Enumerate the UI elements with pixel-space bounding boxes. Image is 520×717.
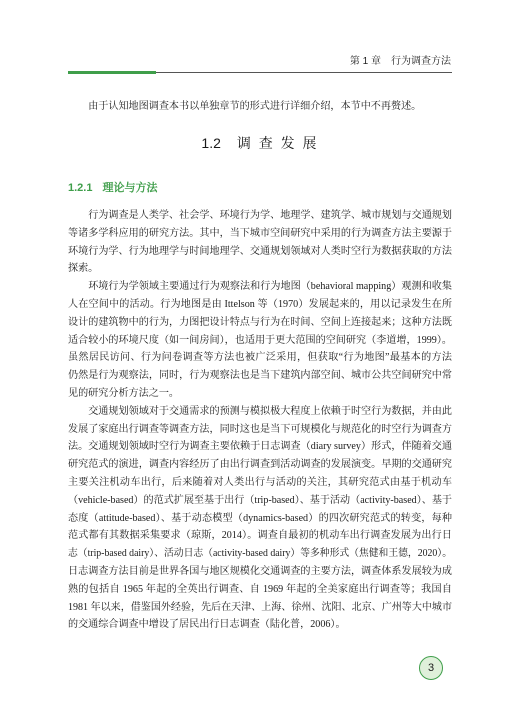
text-line-content: 范式都有其数据采集要求（琼斯，2014）。调查自最初的机动车出行调查发展为出行日 (68, 530, 452, 542)
text-line-content: 仍然是行为观察法，同时，行为观察法也是当下建筑内部空间、城市公共空间研究中常 (68, 370, 452, 382)
text-line (68, 260, 452, 278)
text-line-content: 见的研究分析方法之一。 (68, 387, 180, 399)
text-line (68, 492, 452, 510)
text-line (68, 207, 452, 225)
header-accent-bar (68, 71, 156, 74)
body-text (68, 207, 452, 634)
text-line-content: 环境行为学、行为地理学与时间地理学、交通规划领域对人类时空行为数据获取的方法 (68, 245, 452, 257)
text-line-content: 人在空间中的活动。行为地图是由 Ittelson 等（1970）发展起来的，用以记录发生在所 (68, 298, 452, 310)
page-number: 3 (419, 656, 443, 680)
chapter-title: 行为调查方法 (391, 56, 451, 67)
text-line-content: 法。交通规划领域时空行为调查主要依赖于日志调查（diary survey）形式，伴随着交通 (68, 441, 452, 453)
section-title: 调 查 发 展 (236, 135, 319, 151)
subsection-number: 1.2.1 (68, 182, 93, 194)
text-line (68, 278, 452, 296)
subsection-title: 理论与方法 (102, 182, 158, 194)
paragraph (68, 403, 452, 634)
running-header (350, 55, 451, 69)
text-line-content: 虽然居民访问、行为问卷调查等方法也被广泛采用，但获取“行为地图”最基本的方法 (68, 352, 452, 364)
text-line-content: 适合较小的环境尺度（如一间房间），也适用于更大范围的空间研究（李道增，1999）。 (68, 334, 452, 346)
chapter-label: 第 1 章 (349, 56, 381, 67)
text-line (68, 438, 452, 456)
paragraph (68, 278, 452, 403)
text-line (68, 474, 452, 492)
text-line-content: 行为调查是人类学、社会学、环境行为学、地理学、建筑学、城市规划与交通规划 (88, 210, 452, 221)
text-line (68, 314, 452, 332)
text-line-content: 志（trip-based dairy）、活动日志（activity-based dairy）等多种形式（焦健和王德，2020）。 (68, 548, 452, 560)
text-line-content: 环境行为学领域主要通过行为观察法和行为地图（behavioral mapping）观测和收集 (88, 281, 452, 293)
subsection-heading (68, 181, 157, 196)
text-line-content: 熟的包括自 1965 年起的全英出行调查、自 1969 年起的全美家庭出行调查等；我国自 (68, 583, 452, 595)
text-line-content: 主要关注机动车出行，后来随着对人类出行与活动的关注，其研究范式由基于机动车 (68, 476, 452, 488)
text-line (68, 349, 452, 367)
text-line-content: 发展了家庭出行调查等调查方法，同时这也是当下可规模化与规范化的时空行为调查方 (68, 423, 452, 435)
text-line (68, 225, 452, 243)
text-line-content: （vehicle-based）的范式扩展至基于出行（trip-based）、基于活动（activity-based）、基于 (68, 494, 452, 506)
section-number: 1.2 (201, 135, 221, 151)
text-line-content: 1981 年以来，借鉴国外经验，先后在天津、上海、徐州、沈阳、北京、广州等大中城市 (68, 601, 452, 613)
text-line-content: 设计的建筑物中的行为，力图把设计特点与行为在时间、空间上连接起来；这种方法既 (68, 316, 452, 328)
text-line (68, 296, 452, 314)
text-line-content: 研究范式的演进，调查内容经历了由出行调查到活动调查的发展演变。早期的交通研究 (68, 459, 452, 471)
text-line (68, 616, 452, 634)
text-line-content: 等诸多学科应用的研究方法。其中，当下城市空间研究中采用的行为调查方法主要源于 (68, 227, 452, 239)
text-line (68, 332, 452, 350)
text-line-content: 交通规划领域对于交通需求的预测与模拟极大程度上依赖于时空行为数据，并由此 (88, 405, 452, 417)
text-line (68, 545, 452, 563)
text-line (68, 421, 452, 439)
text-line (68, 527, 452, 545)
intro-line: 由于认知地图调查本书以单独章节的形式进行详细介绍，本节中不再赘述。 (88, 101, 422, 112)
text-line-content: 日志调查方法目前是世界各国与地区规模化交通调查的主要方法，调查体系发展较为成 (68, 565, 452, 577)
section-heading (68, 133, 452, 153)
text-line (68, 599, 452, 617)
text-line-content: 探索。 (68, 263, 99, 275)
text-line (68, 367, 452, 385)
text-line (68, 403, 452, 421)
text-line (68, 385, 452, 403)
paragraph (68, 207, 452, 278)
text-line (68, 581, 452, 599)
text-line (68, 456, 452, 474)
text-line-content: 的交通综合调查中增设了居民出行日志调查（陆化普，2006）。 (68, 619, 346, 631)
text-line-content: 态度（attitude-based）、基于动态模型（dynamics-based）的四次研究范式的转变，每种 (68, 512, 452, 524)
text-line (68, 243, 452, 261)
text-line (68, 563, 452, 581)
text-line (68, 510, 452, 528)
